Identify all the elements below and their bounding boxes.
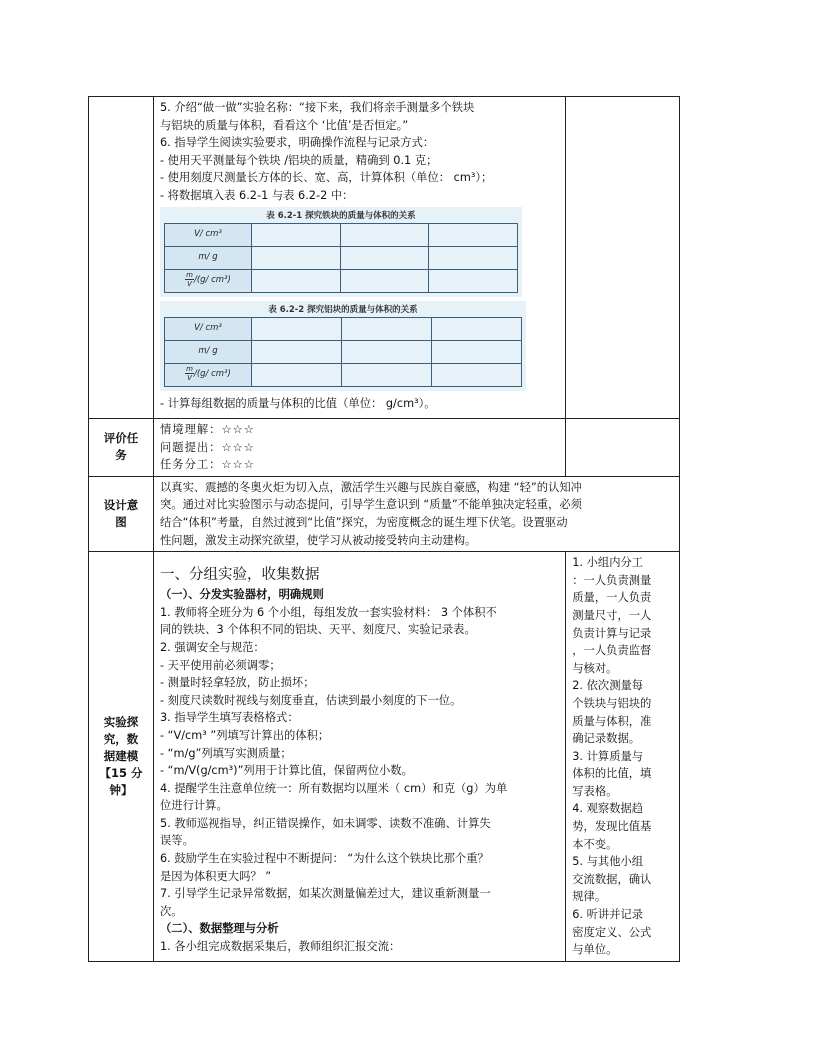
student-line: 规律。 <box>572 890 607 904</box>
row1-content-cell <box>153 97 565 419</box>
text-line: - 将数据填入表 6.2-1 与表 6.2-2 中： <box>159 188 354 202</box>
row-label: m/ g <box>164 340 251 363</box>
rating-line: 问题提出：☆☆☆ <box>159 440 255 454</box>
student-line: 1. 小组内分工 <box>572 556 644 570</box>
student-activity-list <box>566 552 679 961</box>
student-line: 测量尺寸，一人 <box>572 608 652 622</box>
student-line: ：一人负责测量 <box>572 573 652 587</box>
design-intent-label: 设计意图 <box>103 497 139 529</box>
student-line: 写表格。 <box>572 784 618 798</box>
text-line: 性问题，激发主动探究欲望，使学习从被动接受转向主动建构。 <box>159 533 477 547</box>
row4-content-cell <box>153 552 565 962</box>
text-line: 以真实、震撼的冬奥火炬为切入点，激活学生兴趣与民族自豪感，构建 “轻”的认知冲 <box>159 480 582 494</box>
text-line: - 天平使用前必须调零； <box>159 658 281 672</box>
text-line: 7. 引导学生记录异常数据，如某次测量偏差过大，建议重新测量一 <box>159 887 491 901</box>
text-line: 与铝块的质量与体积，看看这个 ‘比值’是否恒定。” <box>159 118 409 132</box>
evaluation-task-label: 评价任务 <box>103 431 139 463</box>
row3-label-cell <box>89 476 154 551</box>
text-line: 3. 指导学生填写表格格式： <box>159 711 299 725</box>
iron-block-table-figure <box>160 207 522 297</box>
text-line: 同的铁块、3 个体积不同的铝块、天平、刻度尺、实验记录表。 <box>159 623 476 637</box>
text-line: - “V/cm³ ”列填写计算出的体积； <box>159 728 330 742</box>
fraction-m-over-v: $\frac{m}{V}$ <box>186 365 193 383</box>
text-line: 是因为体积更大吗？ ” <box>159 869 272 883</box>
row-label: V/ cm³ <box>164 317 251 340</box>
student-line: 势，发现比值基 <box>572 820 652 834</box>
rating-line: 情境理解：☆☆☆ <box>159 423 255 436</box>
student-line: 与核对。 <box>572 661 618 675</box>
row1-label-cell <box>89 97 154 419</box>
row-activity-intro <box>89 97 680 419</box>
student-line: 交流数据，确认 <box>572 872 652 886</box>
student-line: 本不变。 <box>572 837 618 851</box>
text-line: 次。 <box>159 904 183 918</box>
text-line: 4. 提醒学生注意单位统一：所有数据均以厘米（ cm）和克（g）为单 <box>159 781 508 795</box>
row-label: V/ cm³ <box>164 223 251 246</box>
section-heading: 一、分组实验，收集数据 <box>159 567 320 584</box>
row-design-intent <box>89 476 680 551</box>
row-experiment <box>89 552 680 962</box>
student-line: 与单位。 <box>572 943 618 957</box>
text-line: - 使用天平测量每个铁块 /铝块的质量，精确到 0.1 克； <box>159 153 438 167</box>
aluminum-table-caption: 表 6.2-2 探究铝块的质量与体积的关系 <box>268 304 418 315</box>
student-line: 4. 观察数据趋 <box>572 802 644 816</box>
text-line: - 测量时轻拿轻放，防止损坏； <box>159 676 315 690</box>
text-line: - 刻度尺读数时视线与刻度垂直，估读到最小刻度的下一位。 <box>159 693 462 707</box>
text-line: 6. 鼓励学生在实验过程中不断提问： “为什么这个铁块比那个重？ <box>159 852 489 866</box>
subsection-heading: （一）、分发实验器材，明确规则 <box>159 588 324 602</box>
student-line: 负责计算与记录 <box>572 626 652 640</box>
iron-table-caption: 表 6.2-1 探究铁块的质量与体积的关系 <box>266 210 416 221</box>
text-line: 突。通过对比实验图示与动态提问，引导学生意识到 “质量”不能单独决定轻重，必须 <box>159 498 582 512</box>
text-line: 5. 教师巡视指导，纠正错误操作，如未调零、读数不准确、计算失 <box>159 816 491 830</box>
text-line: - 使用刻度尺测量长方体的长、宽、高，计算体积（单位： cm³）； <box>159 171 493 185</box>
student-line: 质量与体积，准 <box>572 714 652 728</box>
student-line: 密度定义、公式 <box>572 925 652 939</box>
text-line: 1. 教师将全班分为 6 个小组，每组发放一套实验材料： 3 个体积不 <box>159 605 497 619</box>
text-line: 结合“体积”考量，自然过渡到“比值”探究，为密度概念的诞生埋下伏笔。设置驱动 <box>159 515 568 529</box>
student-line: ，一人负责监督 <box>572 644 652 658</box>
aluminum-data-table <box>164 317 522 387</box>
row2-content-cell <box>153 419 565 477</box>
text-line: - 计算每组数据的质量与体积的比值（单位： g/cm³）。 <box>159 396 436 410</box>
experiment-section-label: 实验探 究，数 据建模 【15 分 钟】 <box>99 714 143 797</box>
subsection-heading: （二）、数据整理与分析 <box>159 922 279 936</box>
ratio-row-label: $\frac{m}{V}$ /(g/ cm³) <box>164 363 251 386</box>
text-line: - “m/g”列填写实测质量； <box>159 746 292 760</box>
iron-data-table <box>164 223 518 293</box>
rating-line: 任务分工：☆☆☆ <box>159 458 255 472</box>
text-line: 2. 强调安全与规范： <box>159 640 265 654</box>
row-evaluation <box>89 419 680 477</box>
aluminum-block-table-figure <box>160 301 526 391</box>
row1-student-cell <box>566 97 680 419</box>
row2-label-cell <box>89 419 154 477</box>
row2-student-cell <box>566 419 680 477</box>
student-line: 3. 计算质量与 <box>572 749 644 763</box>
text-line: 误等。 <box>159 834 194 848</box>
student-line: 体积的比值，填 <box>572 767 652 781</box>
student-line: 质量，一人负责 <box>572 591 652 605</box>
student-line: 6. 听讲并记录 <box>572 908 644 922</box>
student-line: 2. 依次测量每 <box>572 679 644 693</box>
text-line: 1. 各小组完成数据采集后，教师组织汇报交流： <box>159 940 401 954</box>
text-line: 5. 介绍“做一做”实验名称：“接下来，我们将亲手测量多个铁块 <box>159 101 475 114</box>
text-line: - “m/V(g/cm³)”列用于计算比值，保留两位小数。 <box>159 764 413 778</box>
text-line: 6. 指导学生阅读实验要求，明确操作流程与记录方式： <box>159 136 435 150</box>
student-line: 个铁块与铝块的 <box>572 696 652 710</box>
lesson-plan-table <box>88 96 680 962</box>
fraction-m-over-v: $\frac{m}{V}$ <box>186 271 193 289</box>
student-line: 5. 与其他小组 <box>572 855 644 869</box>
row4-label-cell <box>89 552 154 962</box>
student-line: 确记录数据。 <box>572 732 641 746</box>
text-line: 位进行计算。 <box>159 799 228 813</box>
row3-content-cell <box>153 476 679 551</box>
row-label: m/ g <box>164 246 251 269</box>
row4-student-cell <box>566 552 680 962</box>
ratio-row-label: $\frac{m}{V}$ /(g/ cm³) <box>164 269 251 292</box>
